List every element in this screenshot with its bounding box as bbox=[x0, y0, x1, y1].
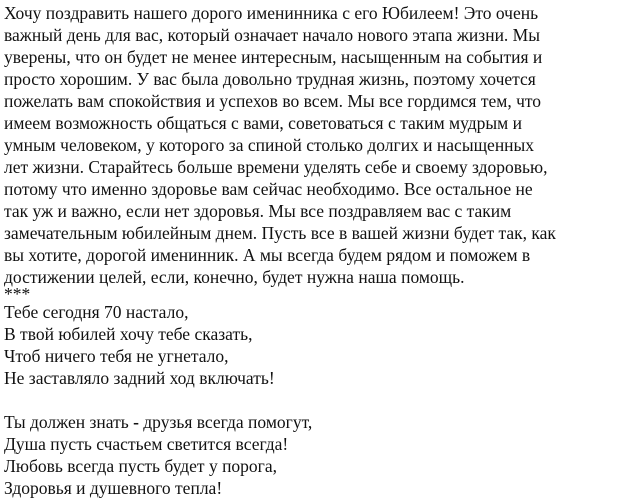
poem-stanza-2 bbox=[4, 411, 616, 499]
prose-line: достижении целей, если, конечно, будет нужна наша помощь. bbox=[4, 267, 465, 287]
prose-line: умным человеком, у которого за спиной столько долгих и насыщенных bbox=[4, 135, 535, 155]
prose-line: так уж и важно, если нет здоровья. Мы все поздравляем вас с таким bbox=[4, 201, 512, 221]
poem-line: Не заставляло задний ход включать! bbox=[4, 368, 275, 388]
prose-line: Хочу поздравить нашего дорого именинника с его Юбилеем! Это очень bbox=[4, 3, 539, 23]
poem-line: Любовь всегда пусть будет у порога, bbox=[4, 456, 278, 476]
poem-text: друзья всегда помогут, bbox=[138, 412, 313, 432]
greeting-prose bbox=[4, 2, 616, 288]
prose-line: замечательным юбилейным днем. Пусть все в вашей жизни будет так, как bbox=[4, 223, 556, 243]
poem bbox=[4, 301, 616, 499]
prose-line: уверены, что он будет не менее интересным, насыщенным на события и bbox=[4, 47, 543, 67]
stanza-gap bbox=[4, 389, 616, 411]
poem-line: Душа пусть счастьем светится всегда! bbox=[4, 434, 289, 454]
poem-line bbox=[4, 411, 616, 433]
poem-line: Здоровья и душевного тепла! bbox=[4, 478, 223, 498]
poem-line: В твой юбилей хочу тебе сказать, bbox=[4, 324, 253, 344]
prose-line: имеем возможность общаться с вами, советоваться с таким мудрым и bbox=[4, 113, 522, 133]
prose-line: пожелать вам спокойствия и успехов во всем. Мы все гордимся тем, что bbox=[4, 91, 542, 111]
section-separator: *** bbox=[4, 284, 31, 304]
poem-line: Тебе сегодня 70 настало, bbox=[4, 302, 189, 322]
poem-line: Чтоб ничего тебя не угнетало, bbox=[4, 346, 229, 366]
prose-line: важный день для вас, который означает начало нового этапа жизни. Мы bbox=[4, 25, 540, 45]
poem-dash: - bbox=[133, 412, 139, 432]
poem-text: Ты должен знать bbox=[4, 412, 134, 432]
prose-line: потому что именно здоровье вам сейчас необходимо. Все остальное не bbox=[4, 179, 533, 199]
prose-line: просто хорошим. У вас была довольно трудная жизнь, поэтому хочется bbox=[4, 69, 536, 89]
prose-line: лет жизни. Старайтесь больше времени уделять себе и своему здоровью, bbox=[4, 157, 548, 177]
poem-stanza-1 bbox=[4, 301, 616, 389]
prose-line: вы хотите, дорогой именинник. А мы всегда будем рядом и поможем в bbox=[4, 245, 531, 265]
document-body bbox=[4, 2, 616, 499]
